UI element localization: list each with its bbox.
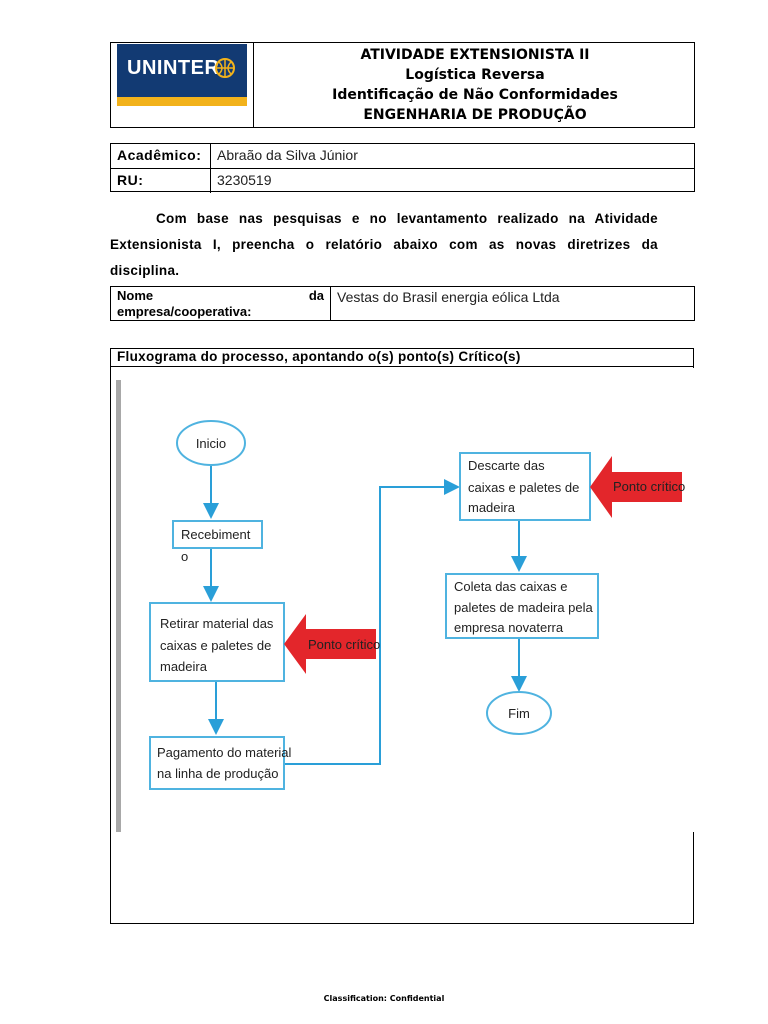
critical-point-label-2: Ponto crítico (613, 479, 686, 494)
step-receive-line2: o (181, 549, 189, 564)
step-discard-line2: caixas e paletes de (468, 480, 580, 495)
step-remove-line3: madeira (160, 659, 207, 674)
flowchart-title: Fluxograma do processo, apontando o(s) ponto(s) Crítico(s) (117, 349, 521, 364)
ru-label: RU: (111, 169, 211, 193)
step-discard-line1: Descarte das (468, 458, 545, 473)
company-label-part3: empresa/cooperativa: (117, 304, 252, 319)
header-line-2: Logística Reversa (405, 67, 545, 83)
company-label-part2: da (308, 288, 324, 303)
start-label: Inicio (195, 436, 227, 451)
header-line-4: ENGENHARIA DE PRODUÇÃO (363, 107, 587, 123)
header-line-1: ATIVIDADE EXTENSIONISTA II (360, 47, 590, 63)
company-value: Vestas do Brasil energia eólica Ltda (337, 289, 560, 305)
step-remove-line2: caixas e paletes de (160, 638, 272, 653)
company-label-part1: Nome (117, 288, 154, 303)
header-line-3: Identificação de Não Conformidades (332, 87, 618, 103)
academico-value: Abraão da Silva Júnior (217, 147, 358, 163)
step-collect-line2: paletes de madeira pela (454, 600, 593, 615)
critical-point-label-1: Ponto crítico (308, 637, 381, 652)
step-collect-line3: empresa novaterra (454, 620, 564, 635)
arrow-payment-to-discard (284, 487, 456, 764)
step-discard-line3: madeira (468, 500, 515, 515)
instructions-text: Com base nas pesquisas e no levantamento realizado na Atividade Extensionista I, preencha o relatório abaixo com as novas diretrizes da disciplina. (110, 211, 658, 278)
classification-footer: Classification: Confidential (323, 994, 445, 1003)
step-receive-line1: Recebiment (181, 527, 251, 542)
step-remove-line1: Retirar material das (160, 616, 274, 631)
step-payment-line1: Pagamento do material (157, 745, 292, 760)
logo-text: UNINTER (127, 57, 220, 79)
academico-label: Acadêmico: (111, 144, 211, 168)
end-label: Fim (508, 706, 530, 721)
step-payment-line2: na linha de produção (157, 766, 279, 781)
step-collect-line1: Coleta das caixas e (454, 579, 568, 594)
ru-value: 3230519 (217, 172, 272, 188)
